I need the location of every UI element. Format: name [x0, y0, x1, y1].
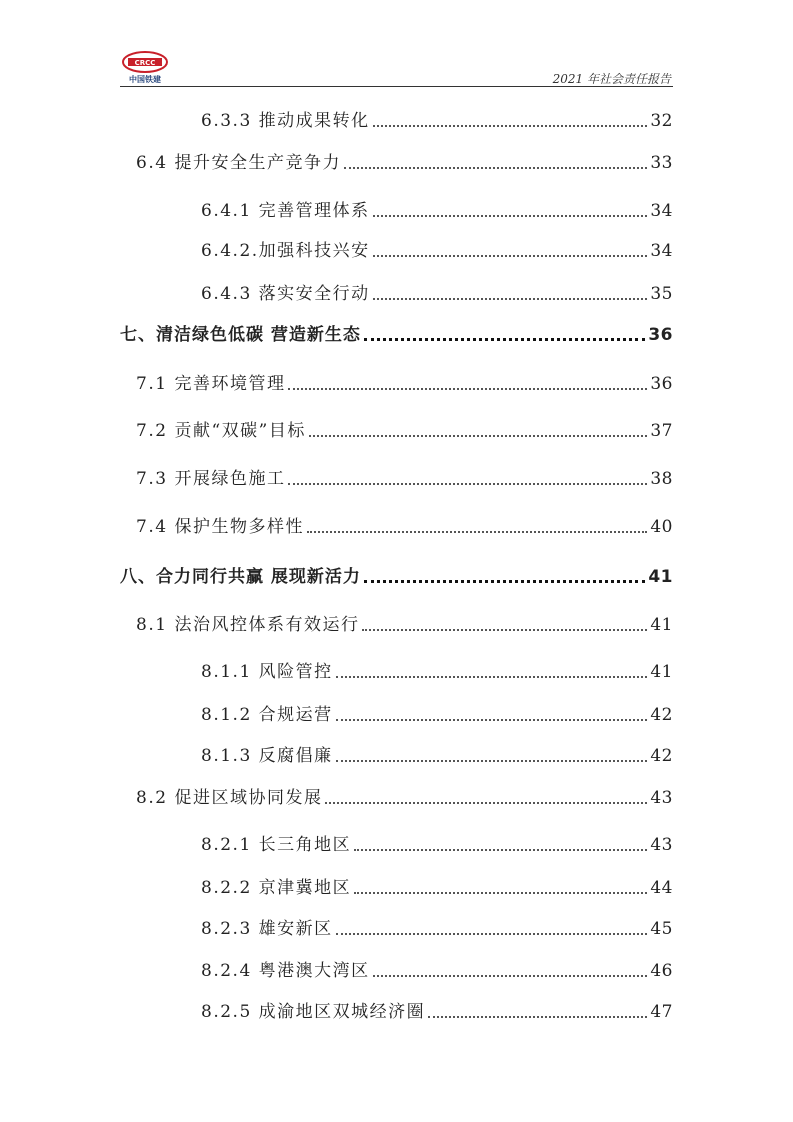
toc-page-number: 34: [650, 241, 673, 261]
toc-entry[interactable]: [136, 783, 673, 809]
toc-entry[interactable]: [136, 512, 673, 538]
toc-entry-label: 6.3.3 推动成果转化: [201, 111, 370, 131]
toc-entry[interactable]: [201, 700, 673, 726]
toc-entry-label: 6.4.2.加强科技兴安: [201, 241, 370, 261]
toc-dot-leader: [344, 167, 647, 169]
toc-dot-leader: [364, 580, 645, 583]
toc-page-number: 35: [650, 284, 673, 304]
toc-entry[interactable]: [201, 196, 673, 222]
toc-page-number: 46: [650, 961, 673, 981]
toc-dot-leader: [336, 760, 648, 762]
toc-dot-leader: [373, 975, 648, 977]
toc-dot-leader: [373, 255, 648, 257]
toc-entry[interactable]: [201, 741, 673, 767]
toc-page-number: 36: [648, 325, 673, 345]
toc-page-number: 37: [650, 421, 673, 441]
toc-page-number: 34: [650, 201, 673, 221]
toc-entry[interactable]: [201, 956, 673, 982]
toc-page-number: 40: [650, 517, 673, 537]
toc-entry-label: 6.4.3 落实安全行动: [201, 284, 370, 304]
toc-entry-label: 八、合力同行共赢 展现新活力: [120, 567, 361, 587]
toc-entry-label: 8.2.3 雄安新区: [201, 919, 333, 939]
toc-dot-leader: [307, 531, 647, 533]
toc-entry-label: 7.1 完善环境管理: [136, 374, 286, 394]
header-divider: [120, 86, 673, 87]
toc-entry[interactable]: [201, 873, 673, 899]
toc-entry-label: 6.4 提升安全生产竞争力: [136, 153, 341, 173]
toc-entry[interactable]: [201, 236, 673, 262]
toc-entry[interactable]: [201, 279, 673, 305]
toc-dot-leader: [362, 629, 647, 631]
logo-text: 中国铁建: [129, 75, 161, 84]
toc-entry[interactable]: [201, 830, 673, 856]
toc-page-number: 45: [650, 919, 673, 939]
toc-dot-leader: [364, 338, 645, 341]
toc-dot-leader: [288, 483, 647, 485]
toc-page-number: 42: [650, 746, 673, 766]
toc-entry[interactable]: [136, 610, 673, 636]
toc-page-number: 43: [650, 788, 673, 808]
toc-page-number: 41: [650, 615, 673, 635]
toc-page-number: 44: [650, 878, 673, 898]
toc-entry[interactable]: [201, 106, 673, 132]
toc-dot-leader: [354, 892, 647, 894]
toc-entry[interactable]: [201, 914, 673, 940]
toc-chapter-entry[interactable]: [120, 320, 673, 346]
toc-dot-leader: [309, 435, 648, 437]
toc-entry[interactable]: [201, 657, 673, 683]
toc-entry[interactable]: [136, 148, 673, 174]
toc-entry-label: 7.2 贡献“双碳”目标: [136, 421, 306, 441]
toc-dot-leader: [336, 933, 648, 935]
toc-entry[interactable]: [201, 997, 673, 1023]
toc-dot-leader: [373, 215, 648, 217]
toc-dot-leader: [373, 125, 648, 127]
toc-page-number: 36: [650, 374, 673, 394]
toc-dot-leader: [428, 1016, 647, 1018]
toc-entry-label: 七、清洁绿色低碳 营造新生态: [120, 325, 361, 345]
toc-page-number: 38: [650, 469, 673, 489]
report-title: 2021 年社会责任报告: [552, 72, 671, 86]
crcc-logo-icon: [120, 50, 170, 84]
toc-entry-label: 8.1.2 合规运营: [201, 705, 333, 725]
toc-entry-label: 8.2.1 长三角地区: [201, 835, 352, 855]
toc-entry-label: 8.1.1 风险管控: [201, 662, 333, 682]
toc-entry[interactable]: [136, 369, 673, 395]
toc-page-number: 41: [648, 567, 673, 587]
toc-dot-leader: [336, 676, 648, 678]
toc-page-number: 47: [650, 1002, 673, 1022]
page-header: [120, 50, 673, 88]
toc-entry-label: 7.3 开展绿色施工: [136, 469, 286, 489]
toc-page-number: 32: [650, 111, 673, 131]
toc-dot-leader: [373, 298, 648, 300]
crcc-logo-mark: [120, 50, 170, 74]
toc-entry-label: 8.1 法治风控体系有效运行: [136, 615, 360, 635]
toc-page-number: 33: [650, 153, 673, 173]
toc-dot-leader: [336, 719, 648, 721]
toc-entry[interactable]: [136, 464, 673, 490]
toc-dot-leader: [325, 802, 647, 804]
toc-page-number: 41: [650, 662, 673, 682]
toc-entry-label: 8.2.4 粤港澳大湾区: [201, 961, 370, 981]
toc-entry-label: 8.2.2 京津冀地区: [201, 878, 352, 898]
toc-dot-leader: [288, 388, 647, 390]
logo-mark-text: CRCC: [134, 59, 156, 67]
toc-entry-label: 8.1.3 反腐倡廉: [201, 746, 333, 766]
toc-chapter-entry[interactable]: [120, 562, 673, 588]
toc-page-number: 43: [650, 835, 673, 855]
toc-entry-label: 8.2 促进区域协同发展: [136, 788, 323, 808]
toc-dot-leader: [354, 849, 647, 851]
toc-entry-label: 6.4.1 完善管理体系: [201, 201, 370, 221]
toc-page-number: 42: [650, 705, 673, 725]
toc-entry-label: 7.4 保护生物多样性: [136, 517, 304, 537]
toc-entry[interactable]: [136, 416, 673, 442]
toc-entry-label: 8.2.5 成渝地区双城经济圈: [201, 1002, 426, 1022]
